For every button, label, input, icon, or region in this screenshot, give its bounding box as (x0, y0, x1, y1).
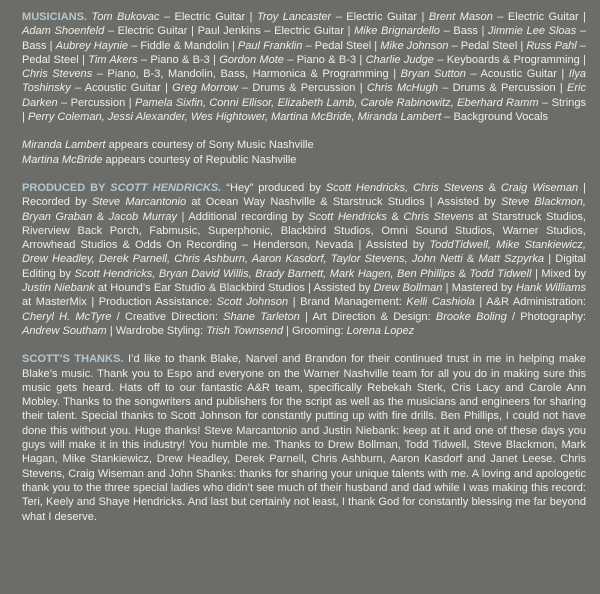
produced-label: PRODUCED BY (22, 181, 111, 194)
musician-role: Percussion (70, 96, 126, 109)
musician-role: Keyboards & Programming (446, 53, 580, 66)
credit-name: Brooke Boling (435, 310, 507, 323)
produced-credits (22, 182, 586, 337)
musician-role: Electric Guitar (274, 25, 344, 38)
musician-role: Bass (22, 39, 47, 52)
credit-text: / Creative Direction: (111, 310, 224, 323)
credit-text: | Digital Editing by (22, 253, 586, 280)
courtesy-text: appears courtesy of Republic Nashville (102, 153, 297, 166)
credit-name: Chris Stevens (403, 210, 474, 223)
credit-name: Lorena Lopez (346, 324, 415, 337)
credit-name: Andrew Southam (22, 324, 107, 337)
credit-text: at Starstruck Studios, Riverview Back Porch, Fabmusic, Superphonic, Blackbird Studios, Omni Sound Studios, Warner Studios, Arrowhead Studios & Odds On Recording – Henderson, Nevada | Assisted by (22, 210, 587, 252)
credit-text: | Mixed by (531, 267, 586, 280)
credit-text: at Ocean Way Nashville & Starstruck Studios | Assisted by (186, 196, 501, 209)
musicians-credits: Tom Bukovac – Electric Guitar | Troy Lancaster – Electric Guitar | Brent Mason – Electric Guitar | Adam Shoenfeld – Electric Guitar | Paul Jenkins – Electric Guitar | Mike Brignardello – Bass | Jimmie Lee Sloas – Bass | Aubrey Haynie – Fiddle & Mandolin | Paul Franklin – Pedal Steel | Mike Johnson – Pedal Steel | Russ Pahl – Pedal Steel | Tim Akers – Piano & B-3 | Gordon Mote – Piano & B-3 | Charlie Judge – Keyboards & Programming | Chris Stevens – Piano, B-3, Mandolin, Bass, Harmonica & Programming | Bryan Sutton – Acoustic Guitar | Ilya Toshinsky – Acoustic Guitar | Greg Morrow – Drums & Percussion | Chris McHugh – Drums & Percussion | Eric Darken – Percussion | Pamela Sixfin, Conni Ellisor, Elizabeth Lamb, Carole Rabinowitz, Eberhard Ramm – Strings | Perry Coleman, Jessi Alexander, Wes Hightower, Martina McBride, Miranda Lambert – Background Vocals (22, 11, 587, 124)
credit-text: & (386, 210, 404, 223)
thanks-heading: SCOTT’S THANKS. (22, 353, 124, 366)
musician-name: Paul Franklin (237, 39, 303, 52)
musician-role: Background Vocals (453, 111, 549, 124)
musician-name: Tom Bukovac (91, 11, 160, 23)
credit-name: Matt Szpyrka (478, 253, 545, 266)
musician-role: Drums & Percussion (252, 82, 356, 95)
credit-text: / Photography: (506, 310, 586, 323)
credit-name: Justin Niebank (22, 282, 95, 295)
credit-name: Steve Blackmon, Bryan Graban (22, 196, 586, 223)
credit-name: Jacob Murray (108, 210, 178, 223)
credit-text: & (455, 267, 470, 280)
musician-role: Piano & B-3 (150, 53, 210, 66)
credit-name: Scott Hendricks (308, 210, 387, 223)
produced-section (22, 181, 586, 338)
musician-name: Bryan Sutton (400, 68, 466, 81)
credit-text: & (92, 210, 109, 223)
musician-name: Perry Coleman, Jessi Alexander, Wes Hightower, Martina McBride, Miranda Lambert (27, 111, 442, 124)
credit-text: | A&R Administration: (474, 296, 586, 309)
credit-text: & (462, 253, 479, 266)
credit-text: | Grooming: (282, 324, 347, 337)
musician-name: Troy Lancaster (257, 11, 332, 23)
credit-name: Scott Hendricks, Bryan David Willis, Brady Barnett, Mark Hagen, Ben Phillips (74, 267, 456, 280)
musician-role: Electric Guitar (174, 11, 246, 23)
musician-role: Pedal Steel (22, 53, 79, 66)
courtesy-line-1 (22, 138, 586, 152)
musician-role: Strings (551, 96, 586, 109)
musician-name: Adam Shoenfeld (22, 25, 105, 38)
musician-role: Piano & B-3 (296, 53, 357, 66)
credit-name: Cheryl H. McTyre (22, 310, 112, 323)
thanks-body: I’d like to thank Blake, Narvel and Brandon for their continued trust in me in helping make Blake’s music. Thank you to Espo and everyone on the Warner Nashville team for all you do in making sure this music gets heard. Hats off to our fantastic A&R team, specifically Rebekah Sterk, Cris Lacy and Carole Ann Mobley. Thanks to the songwriters and publishers for the script as well as the musicians and engineers for sharing their talent. Special thanks to Scott Johnson for constantly putting up with fire drills. Ben Phillips, I could not have done this without you. Huge thanks! Steve Marcantonio and Justin Niebank: keep at it and one of these days you guys will make it in this industry! You humble me. Thanks to Drew Bollman, Todd Tidwell, Steve Blackmon, Mark Hagan, Mike Stankiewicz, Drew Headley, Derek Parnell, Chris Ashburn, Aaron Kasdorf and Janet Leese. Chris Stevens, Craig Wiseman and John Shanks: thanks for sharing your unique talents with me. A loving and apologetic thank you to the three special ladies who didn’t see much of their husband and dad while I was making this record: Teri, Keely and Shaye Hendricks. And last but certainly not least, I thank God for constantly blessing me far beyond what I deserve. (22, 353, 587, 523)
musician-role: Electric Guitar (346, 11, 418, 23)
musicians-heading: MUSICIANS. (22, 11, 88, 23)
musician-name: Gordon Mote (219, 53, 284, 66)
credit-name: Drew Bollman (373, 282, 443, 295)
musician-role: Acoustic Guitar (84, 82, 161, 95)
musician-role: Pedal Steel (460, 39, 518, 52)
credit-text: at MasterMix | Production Assistance: (22, 296, 217, 309)
credit-text: at Hound’s Ear Studio & Blackbird Studios | Assisted by (94, 282, 374, 295)
courtesy-artist: Martina McBride (22, 153, 103, 166)
credit-text: | Brand Management: (288, 296, 407, 309)
musician-name: Jimmie Lee Sloas (487, 25, 577, 38)
musician-role: Pedal Steel (314, 39, 372, 52)
musician-name: Russ Pahl (526, 39, 577, 52)
credit-text: | Wardrobe Styling: (106, 324, 207, 337)
credit-name: Steve Marcantonio (91, 196, 187, 209)
credit-name: Todd Tidwell (469, 267, 532, 280)
credit-name: Hank Williams (515, 282, 586, 295)
musician-role: Drums & Percussion (452, 82, 556, 95)
credit-text: “Hey” produced by (226, 181, 326, 194)
musician-role: Bass (453, 25, 478, 38)
musician-name: Chris McHugh (366, 82, 438, 95)
musician-role: Electric Guitar (507, 11, 579, 23)
musician-name: Ilya Toshinsky (22, 68, 586, 95)
musician-name: Pamela Sixfin, Conni Ellisor, Elizabeth Lamb, Carole Rabinowitz, Eberhard Ramm (135, 96, 539, 109)
musician-name: Mike Johnson (380, 39, 449, 52)
musician-name: Tim Akers (88, 53, 138, 66)
courtesy-artist: Miranda Lambert (22, 139, 106, 152)
credit-text: | Recorded by (22, 181, 586, 209)
credit-name: Craig Wiseman (500, 181, 579, 194)
musician-name: Chris Stevens (22, 68, 93, 81)
courtesy-line-2 (22, 153, 586, 167)
musician-role: Piano, B-3, Mandolin, Bass, Harmonica & Programming (107, 68, 389, 81)
musician-name: Greg Morrow (172, 82, 238, 95)
credit-name: Trish Townsend (206, 324, 283, 337)
produced-heading (22, 182, 221, 194)
credit-name: Kelli Cashiola (406, 296, 475, 309)
courtesy-text: appears courtesy of Sony Music Nashville (105, 139, 314, 152)
musicians-section (22, 10, 586, 124)
credit-text: | Additional recording by (177, 210, 309, 223)
musician-name: Mike Brignardello (354, 25, 440, 38)
credit-text: | Mastered by (442, 282, 516, 295)
credit-name: Shane Tarleton (223, 310, 300, 323)
musician-role: Acoustic Guitar (480, 68, 557, 81)
musician-name: Brent Mason (428, 11, 493, 23)
credit-text: & (483, 181, 501, 194)
musician-role: Electric Guitar (117, 25, 188, 38)
credit-name: Scott Hendricks, Chris Stevens (325, 181, 484, 194)
credit-name: ToddTidwell, Mike Stankiewicz, Drew Headley, Derek Parnell, Chris Ashburn, Aaron Kasdorf, Taylor Stevens, John Netti (22, 239, 586, 266)
musician-name: Aubrey Haynie (55, 39, 129, 52)
musician-name: Eric Darken (22, 82, 587, 109)
musician-name: Charlie Judge (365, 53, 434, 66)
credit-name: Scott Johnson (216, 296, 289, 309)
producer-name: SCOTT HENDRICKS. (110, 181, 222, 194)
credit-text: | Art Direction & Design: (299, 310, 436, 323)
musician-role: Fiddle & Mandolin (140, 39, 229, 52)
thanks-section (22, 352, 586, 524)
musician-name: Paul Jenkins (197, 25, 261, 38)
